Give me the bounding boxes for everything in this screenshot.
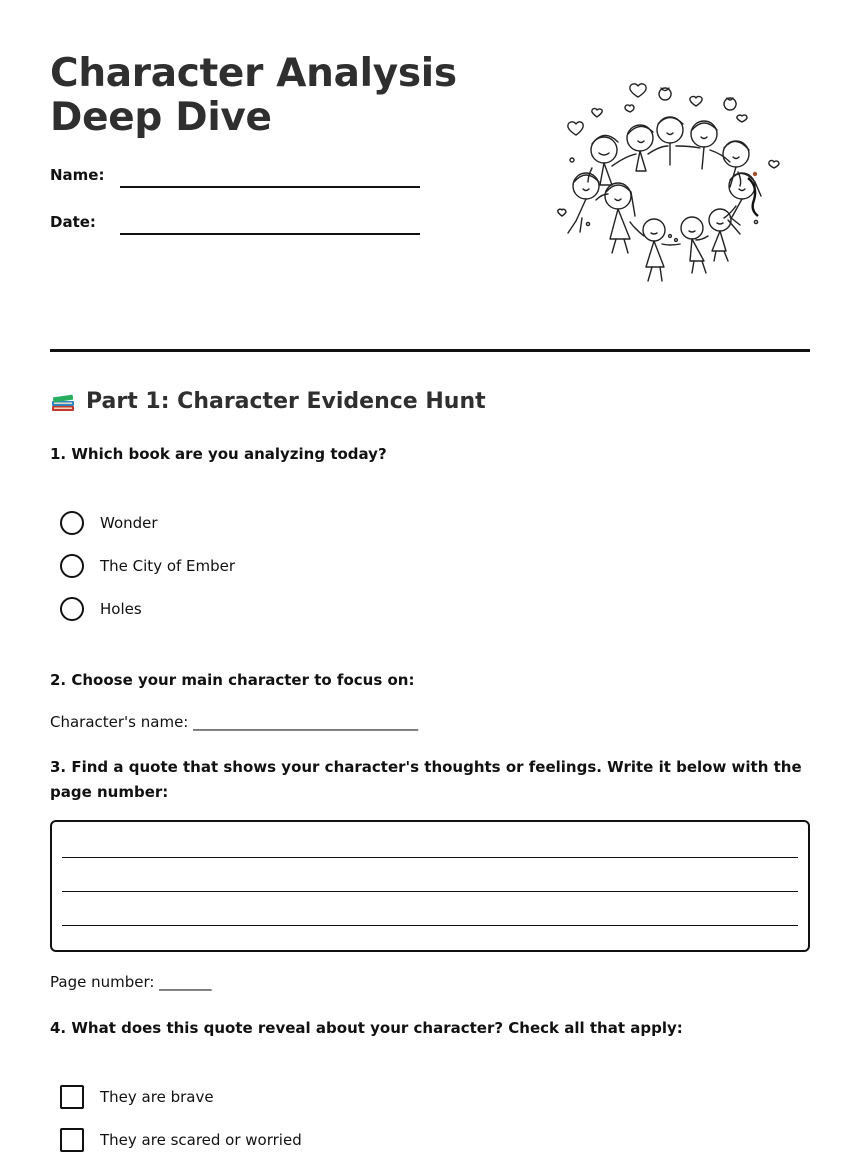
name-label: Name: <box>50 166 105 184</box>
radio-button[interactable] <box>60 511 84 535</box>
option-label: Holes <box>100 600 142 618</box>
date-label: Date: <box>50 213 96 231</box>
question-2: 2. Choose your main character to focus on: <box>50 671 415 689</box>
books-icon <box>50 388 76 414</box>
option-brave[interactable] <box>60 1085 214 1109</box>
part1-heading-text: Part 1: Character Evidence Hunt <box>86 388 486 414</box>
option-label: They are brave <box>100 1088 214 1106</box>
radio-button[interactable] <box>60 597 84 621</box>
option-label: The City of Ember <box>100 557 236 575</box>
option-holes[interactable] <box>60 597 142 621</box>
question-3: 3. Find a quote that shows your character's thoughts or feelings. Write it below with the page number: <box>50 758 802 801</box>
answer-line <box>62 925 798 926</box>
checkbox[interactable] <box>60 1128 84 1152</box>
option-city-of-ember[interactable] <box>60 554 235 578</box>
question-4: 4. What does this quote reveal about your character? Check all that apply: <box>50 1019 683 1037</box>
radio-button[interactable] <box>60 554 84 578</box>
quote-answer-box[interactable] <box>50 820 810 952</box>
worksheet-title: Character Analysis Deep Dive <box>50 51 457 140</box>
children-circle-illustration <box>552 78 792 290</box>
part1-heading <box>50 388 486 414</box>
page-number-field[interactable]: Page number: _______ <box>50 973 212 991</box>
option-wonder[interactable] <box>60 511 158 535</box>
name-field[interactable] <box>120 186 420 188</box>
date-field[interactable] <box>120 233 420 235</box>
option-label: They are scared or worried <box>100 1131 302 1149</box>
section-divider <box>50 349 810 352</box>
answer-line <box>62 857 798 858</box>
checkbox[interactable] <box>60 1085 84 1109</box>
option-scared-worried[interactable] <box>60 1128 302 1152</box>
character-name-field[interactable]: Character's name: ______________________________ <box>50 713 419 731</box>
option-label: Wonder <box>100 514 158 532</box>
answer-line <box>62 891 798 892</box>
question-1: 1. Which book are you analyzing today? <box>50 445 387 463</box>
